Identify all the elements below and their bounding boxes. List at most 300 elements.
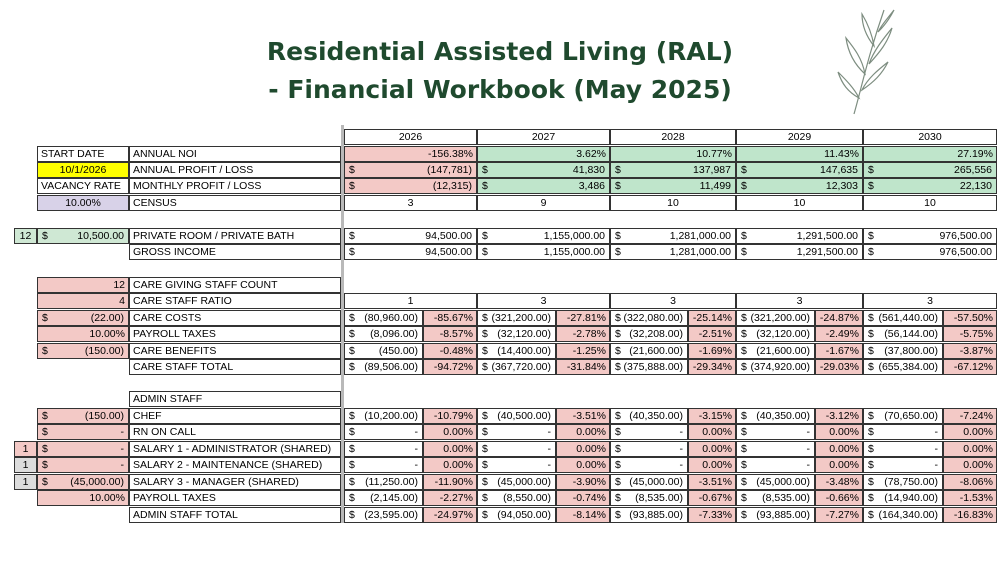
label-care-costs[interactable]: CARE COSTS [129,310,341,326]
cell-value: (32,120.00) [756,328,810,340]
currency-symbol: $ [349,312,355,324]
admin-staff-total-amount-2027[interactable] [477,507,556,523]
cell-value: (93,885.00) [756,509,810,521]
currency-symbol: $ [615,180,621,192]
currency-symbol: $ [868,410,874,422]
private-room-2026[interactable] [344,228,477,244]
salary1-percent-2030[interactable]: 0.00% [943,441,997,457]
label-annual-profit[interactable]: ANNUAL PROFIT / LOSS [129,162,341,178]
admin-payroll-taxes-percent-2026[interactable]: -2.27% [423,490,477,506]
gross-income-2030[interactable] [863,244,997,260]
care-costs-amount-2030[interactable] [863,310,943,326]
cell-value: (374,920.00) [750,361,810,373]
cell-value: (8,535.00) [635,492,683,504]
monthly-profit-2027[interactable] [477,178,610,194]
care-benefits-percent-2026[interactable]: -0.48% [423,343,477,359]
care-benefits-amount-2027[interactable] [477,343,556,359]
salary2-percent-2029[interactable]: 0.00% [815,457,863,473]
chef-percent-2028[interactable]: -3.15% [688,408,736,424]
payroll-taxes-amount-2030[interactable] [863,326,943,342]
cell-value: - [414,459,418,471]
currency-symbol: $ [741,410,747,422]
cell-value: 1,281,000.00 [669,230,731,242]
gross-income-2027[interactable] [477,244,610,260]
annual-noi-2027[interactable]: 3.62% [477,146,610,162]
cell-value: - [120,459,124,471]
rn-on-call-percent-2028[interactable]: 0.00% [688,424,736,440]
cell-value: (655,384.00) [878,361,938,373]
chef-percent-2027[interactable]: -3.51% [556,408,610,424]
currency-symbol: $ [482,246,488,258]
currency-symbol: $ [615,443,621,455]
salary2-amount-2026[interactable] [344,457,423,473]
care-costs-percent-2030[interactable]: -57.50% [943,310,997,326]
currency-symbol: $ [42,459,48,471]
admin-payroll-taxes-amount-2028[interactable] [610,490,688,506]
currency-symbol: $ [349,361,355,373]
payroll-taxes-percent-2029[interactable]: -2.49% [815,326,863,342]
payroll-taxes-amount-2027[interactable] [477,326,556,342]
currency-symbol: $ [868,459,874,471]
label-salary-2[interactable]: SALARY 2 - MAINTENANCE (SHARED) [129,457,341,473]
cell-value: (11,250.00) [365,476,418,488]
currency-symbol: $ [482,492,488,504]
salary-3-input[interactable] [37,474,129,490]
care-benefits-amount-2030[interactable] [863,343,943,359]
annual-profit-2029[interactable] [736,162,863,178]
salary3-amount-2030[interactable] [863,474,943,490]
annual-noi-2028[interactable]: 10.77% [610,146,736,162]
salary-2-qty[interactable]: 1 [14,457,37,473]
currency-symbol: $ [868,328,874,340]
cell-value: (45,000.00) [629,476,683,488]
cell-value: 12,303 [825,180,858,192]
staff-count-input[interactable]: 12 [37,277,129,293]
page-title-line-1: Residential Assisted Living (RAL) [266,37,734,66]
year-header-2030[interactable]: 2030 [863,129,997,145]
cell-value: (94,050.00) [497,509,551,521]
cell-value: (93,885.00) [629,509,683,521]
cell-value: 976,500.00 [939,246,992,258]
salary-1-qty[interactable]: 1 [14,441,37,457]
annual-noi-2029[interactable]: 11.43% [736,146,863,162]
currency-symbol: $ [482,509,488,521]
monthly-profit-2029[interactable] [736,178,863,194]
cell-value: - [120,426,124,438]
label-gross-income[interactable]: GROSS INCOME [129,244,341,260]
label-chef[interactable]: CHEF [129,408,341,424]
payroll-taxes-amount-2026[interactable] [344,326,423,342]
cell-value: (32,208.00) [629,328,683,340]
cell-value: 22,130 [959,180,992,192]
label-salary-3[interactable]: SALARY 3 - MANAGER (SHARED) [129,474,341,490]
annual-profit-2028[interactable] [610,162,736,178]
salary2-amount-2029[interactable] [736,457,815,473]
label-staff-ratio[interactable]: CARE STAFF RATIO [129,293,341,309]
rn-on-call-amount-2026[interactable] [344,424,423,440]
private-room-2030[interactable] [863,228,997,244]
currency-symbol: $ [615,361,621,373]
care-costs-percent-2029[interactable]: -24.87% [815,310,863,326]
salary2-percent-2027[interactable]: 0.00% [556,457,610,473]
rn-input[interactable] [37,424,129,440]
label-admin-staff[interactable]: ADMIN STAFF [129,391,341,407]
rn-on-call-percent-2026[interactable]: 0.00% [423,424,477,440]
year-header-2026[interactable]: 2026 [344,129,477,145]
annual-profit-2030[interactable] [863,162,997,178]
currency-symbol: $ [741,426,747,438]
currency-symbol: $ [741,443,747,455]
staff-ratio-2026[interactable]: 1 [344,293,477,309]
currency-symbol: $ [349,164,355,176]
care-benefits-percent-2029[interactable]: -1.67% [815,343,863,359]
salary2-percent-2030[interactable]: 0.00% [943,457,997,473]
salary3-percent-2026[interactable]: -11.90% [423,474,477,490]
chef-percent-2029[interactable]: -3.12% [815,408,863,424]
care-benefits-percent-2027[interactable]: -1.25% [556,343,610,359]
chef-amount-2026[interactable] [344,408,423,424]
currency-symbol: $ [42,312,48,324]
currency-symbol: $ [741,312,747,324]
cell-value: 94,500.00 [425,230,472,242]
currency-symbol: $ [349,345,355,357]
staff-ratio-2027[interactable]: 3 [477,293,610,309]
care-costs-amount-2027[interactable] [477,310,556,326]
payroll-taxes-amount-2029[interactable] [736,326,815,342]
care-staff-total-amount-2026[interactable] [344,359,423,375]
monthly-profit-2028[interactable] [610,178,736,194]
salary1-percent-2027[interactable]: 0.00% [556,441,610,457]
rn-on-call-amount-2030[interactable] [863,424,943,440]
payroll-taxes-percent-2030[interactable]: -5.75% [943,326,997,342]
cell-value: (80,960.00) [364,312,418,324]
gross-income-2028[interactable] [610,244,736,260]
label-care-staff-total[interactable]: CARE STAFF TOTAL [129,359,341,375]
rn-on-call-percent-2027[interactable]: 0.00% [556,424,610,440]
salary1-percent-2028[interactable]: 0.00% [688,441,736,457]
admin-staff-total-amount-2030[interactable] [863,507,943,523]
cell-value: (450.00) [378,345,418,357]
care-benefits-amount-2029[interactable] [736,343,815,359]
currency-symbol: $ [741,246,747,258]
cell-value: 3,486 [578,180,605,192]
cell-value: (40,350.00) [756,410,810,422]
admin-payroll-taxes-amount-2030[interactable] [863,490,943,506]
currency-symbol: $ [741,361,747,373]
care-costs-percent-2027[interactable]: -27.81% [556,310,610,326]
salary2-percent-2028[interactable]: 0.00% [688,457,736,473]
currency-symbol: $ [615,328,621,340]
care-costs-amount-2029[interactable] [736,310,815,326]
admin-staff-total-amount-2029[interactable] [736,507,815,523]
currency-symbol: $ [868,476,874,488]
gross-income-2026[interactable] [344,244,477,260]
label-monthly-profit[interactable]: MONTHLY PROFIT / LOSS [129,178,341,194]
salary1-percent-2029[interactable]: 0.00% [815,441,863,457]
care-benefits-percent-2028[interactable]: -1.69% [688,343,736,359]
cell-value: - [414,426,418,438]
cell-value: (45,000.00) [497,476,551,488]
vacancy-rate-label[interactable]: VACANCY RATE [37,178,129,194]
cell-value: - [547,426,551,438]
care-staff-total-percent-2028[interactable]: -29.34% [688,359,736,375]
annual-noi-2030[interactable]: 27.19% [863,146,997,162]
salary1-amount-2029[interactable] [736,441,815,457]
salary2-amount-2030[interactable] [863,457,943,473]
label-census[interactable]: CENSUS [129,195,341,211]
label-care-benefits[interactable]: CARE BENEFITS [129,343,341,359]
chef-input[interactable] [37,408,129,424]
cell-value: (12,315) [432,180,472,192]
cell-value: - [120,443,124,455]
cell-value: 1,291,500.00 [796,230,858,242]
rn-on-call-amount-2027[interactable] [477,424,556,440]
rn-on-call-amount-2028[interactable] [610,424,688,440]
start-date-input[interactable]: 10/1/2026 [37,162,129,178]
cell-value: (367,720.00) [491,361,551,373]
cell-value: - [414,443,418,455]
currency-symbol: $ [482,443,488,455]
census-2026[interactable]: 3 [344,195,477,211]
admin-staff-total-percent-2028[interactable]: -7.33% [688,507,736,523]
census-2030[interactable]: 10 [863,195,997,211]
currency-symbol: $ [42,410,48,422]
currency-symbol: $ [868,345,874,357]
year-header-2027[interactable]: 2027 [477,129,610,145]
label-private-room[interactable]: PRIVATE ROOM / PRIVATE BATH [129,228,341,244]
salary-3-qty[interactable]: 1 [14,474,37,490]
care-staff-total-amount-2028[interactable] [610,359,688,375]
salary2-percent-2026[interactable]: 0.00% [423,457,477,473]
cell-value: (40,350.00) [629,410,683,422]
currency-symbol: $ [482,361,488,373]
private-room-2028[interactable] [610,228,736,244]
salary2-amount-2027[interactable] [477,457,556,473]
private-room-2029[interactable] [736,228,863,244]
admin-payroll-taxes-percent-2029[interactable]: -0.66% [815,490,863,506]
cell-value: (70,650.00) [884,410,938,422]
currency-symbol: $ [741,180,747,192]
currency-symbol: $ [868,361,874,373]
salary1-amount-2030[interactable] [863,441,943,457]
salary-2-input[interactable] [37,457,129,473]
cell-value: - [934,459,938,471]
admin-payroll-taxes-amount-2026[interactable] [344,490,423,506]
salary3-percent-2028[interactable]: -3.51% [688,474,736,490]
chef-percent-2030[interactable]: -7.24% [943,408,997,424]
cell-value: (2,145.00) [370,492,418,504]
cell-value: - [679,459,683,471]
salary1-amount-2028[interactable] [610,441,688,457]
care-costs-percent-2026[interactable]: -85.67% [423,310,477,326]
currency-symbol: $ [868,443,874,455]
label-salary-1[interactable]: SALARY 1 - ADMINISTRATOR (SHARED) [129,441,341,457]
admin-payroll-taxes-amount-2027[interactable] [477,490,556,506]
care-staff-total-amount-2027[interactable] [477,359,556,375]
gross-income-2029[interactable] [736,244,863,260]
currency-symbol: $ [615,410,621,422]
admin-staff-total-percent-2030[interactable]: -16.83% [943,507,997,523]
care-costs-amount-2028[interactable] [610,310,688,326]
currency-symbol: $ [349,230,355,242]
salary-1-input[interactable] [37,441,129,457]
currency-symbol: $ [868,180,874,192]
salary1-percent-2026[interactable]: 0.00% [423,441,477,457]
care-benefits-amount-2026[interactable] [344,343,423,359]
cell-value: (322,080.00) [623,312,683,324]
care-staff-total-amount-2029[interactable] [736,359,815,375]
census-2029[interactable]: 10 [736,195,863,211]
salary3-amount-2029[interactable] [736,474,815,490]
care-cost-input[interactable] [37,310,129,326]
currency-symbol: $ [741,230,747,242]
admin-staff-total-percent-2026[interactable]: -24.97% [423,507,477,523]
monthly-profit-2026[interactable] [344,178,477,194]
cell-value: (89,506.00) [364,361,418,373]
currency-symbol: $ [482,328,488,340]
care-costs-amount-2026[interactable] [344,310,423,326]
rn-on-call-amount-2029[interactable] [736,424,815,440]
currency-symbol: $ [42,230,48,242]
chef-percent-2026[interactable]: -10.79% [423,408,477,424]
private-room-2027[interactable] [477,228,610,244]
currency-symbol: $ [615,459,621,471]
admin-payroll-taxes-percent-2027[interactable]: -0.74% [556,490,610,506]
staff-ratio-2028[interactable]: 3 [610,293,736,309]
currency-symbol: $ [741,459,747,471]
payroll-taxes-percent-2028[interactable]: -2.51% [688,326,736,342]
census-2027[interactable]: 9 [477,195,610,211]
admin-payroll-taxes-percent-2030[interactable]: -1.53% [943,490,997,506]
cell-value: (21,600.00) [756,345,810,357]
annual-profit-2027[interactable] [477,162,610,178]
currency-symbol: $ [868,426,874,438]
chef-amount-2030[interactable] [863,408,943,424]
leaf-branch-icon [832,6,912,118]
chef-amount-2028[interactable] [610,408,688,424]
label-admin-staff-total[interactable]: ADMIN STAFF TOTAL [129,507,341,523]
rooms-count-input[interactable]: 12 [14,228,37,244]
staff-ratio-2029[interactable]: 3 [736,293,863,309]
salary1-amount-2026[interactable] [344,441,423,457]
care-benefits-amount-2028[interactable] [610,343,688,359]
care-staff-total-percent-2027[interactable]: -31.84% [556,359,610,375]
cell-value: - [806,426,810,438]
currency-symbol: $ [349,443,355,455]
cell-value: 94,500.00 [425,246,472,258]
salary3-amount-2026[interactable] [344,474,423,490]
care-staff-total-amount-2030[interactable] [863,359,943,375]
payroll-taxes-percent-2026[interactable]: -8.57% [423,326,477,342]
rn-on-call-percent-2030[interactable]: 0.00% [943,424,997,440]
payroll-taxes-amount-2028[interactable] [610,326,688,342]
room-rate-input[interactable] [37,228,129,244]
cell-value: (10,200.00) [364,410,418,422]
admin-staff-total-amount-2028[interactable] [610,507,688,523]
cell-value: - [806,459,810,471]
care-benefits-percent-2030[interactable]: -3.87% [943,343,997,359]
currency-symbol: $ [349,410,355,422]
vacancy-rate-input[interactable]: 10.00% [37,195,129,211]
salary3-percent-2030[interactable]: -8.06% [943,474,997,490]
admin-staff-total-percent-2027[interactable]: -8.14% [556,507,610,523]
currency-symbol: $ [741,328,747,340]
salary3-percent-2027[interactable]: -3.90% [556,474,610,490]
currency-symbol: $ [868,312,874,324]
staff-ratio-input[interactable]: 4 [37,293,129,309]
salary3-amount-2027[interactable] [477,474,556,490]
currency-symbol: $ [615,230,621,242]
annual-noi-2026[interactable]: -156.38% [344,146,477,162]
currency-symbol: $ [42,345,48,357]
care-staff-total-percent-2026[interactable]: -94.72% [423,359,477,375]
salary3-percent-2029[interactable]: -3.48% [815,474,863,490]
cell-value: 1,155,000.00 [543,230,605,242]
admin-payroll-taxes-amount-2029[interactable] [736,490,815,506]
cell-value: 10,500.00 [77,230,124,242]
monthly-profit-2030[interactable] [863,178,997,194]
cell-value: 1,291,500.00 [796,246,858,258]
cell-value: 41,830 [572,164,605,176]
cell-value: (150.00) [84,345,124,357]
cell-value: (37,800.00) [884,345,938,357]
annual-profit-2026[interactable] [344,162,477,178]
currency-symbol: $ [482,476,488,488]
chef-amount-2029[interactable] [736,408,815,424]
start-date-label[interactable]: START DATE [37,146,129,162]
cell-value: (22.00) [90,312,124,324]
staff-ratio-2030[interactable]: 3 [863,293,997,309]
cell-value: 1,281,000.00 [669,246,731,258]
cell-value: (147,781) [427,164,472,176]
chef-amount-2027[interactable] [477,408,556,424]
page-title-line-2: - Financial Workbook (May 2025) [268,75,732,104]
admin-staff-total-amount-2026[interactable] [344,507,423,523]
payroll-taxes-percent-2027[interactable]: -2.78% [556,326,610,342]
care-benefit-input[interactable] [37,343,129,359]
cell-value: - [934,443,938,455]
year-header-2028[interactable]: 2028 [610,129,736,145]
salary3-amount-2028[interactable] [610,474,688,490]
currency-symbol: $ [349,426,355,438]
currency-symbol: $ [42,443,48,455]
admin-payroll-taxes-percent-2028[interactable]: -0.67% [688,490,736,506]
currency-symbol: $ [615,492,621,504]
label-staff-count[interactable]: CARE GIVING STAFF COUNT [129,277,341,293]
cell-value: (561,440.00) [878,312,938,324]
salary1-amount-2027[interactable] [477,441,556,457]
currency-symbol: $ [615,246,621,258]
salary2-amount-2028[interactable] [610,457,688,473]
care-staff-total-percent-2030[interactable]: -67.12% [943,359,997,375]
rn-on-call-percent-2029[interactable]: 0.00% [815,424,863,440]
year-header-2029[interactable]: 2029 [736,129,863,145]
label-payroll-taxes[interactable]: PAYROLL TAXES [129,326,341,342]
currency-symbol: $ [349,476,355,488]
care-staff-total-percent-2029[interactable]: -29.03% [815,359,863,375]
census-2028[interactable]: 10 [610,195,736,211]
label-rn-on-call[interactable]: RN ON CALL [129,424,341,440]
payroll-tax-rate-input[interactable]: 10.00% [37,326,129,342]
label-annual-noi[interactable]: ANNUAL NOI [129,146,341,162]
currency-symbol: $ [741,476,747,488]
admin-payroll-rate-input[interactable]: 10.00% [37,490,129,506]
label-admin-payroll-taxes[interactable]: PAYROLL TAXES [129,490,341,506]
care-costs-percent-2028[interactable]: -25.14% [688,310,736,326]
cell-value: (40,500.00) [497,410,551,422]
admin-staff-total-percent-2029[interactable]: -7.27% [815,507,863,523]
currency-symbol: $ [615,426,621,438]
